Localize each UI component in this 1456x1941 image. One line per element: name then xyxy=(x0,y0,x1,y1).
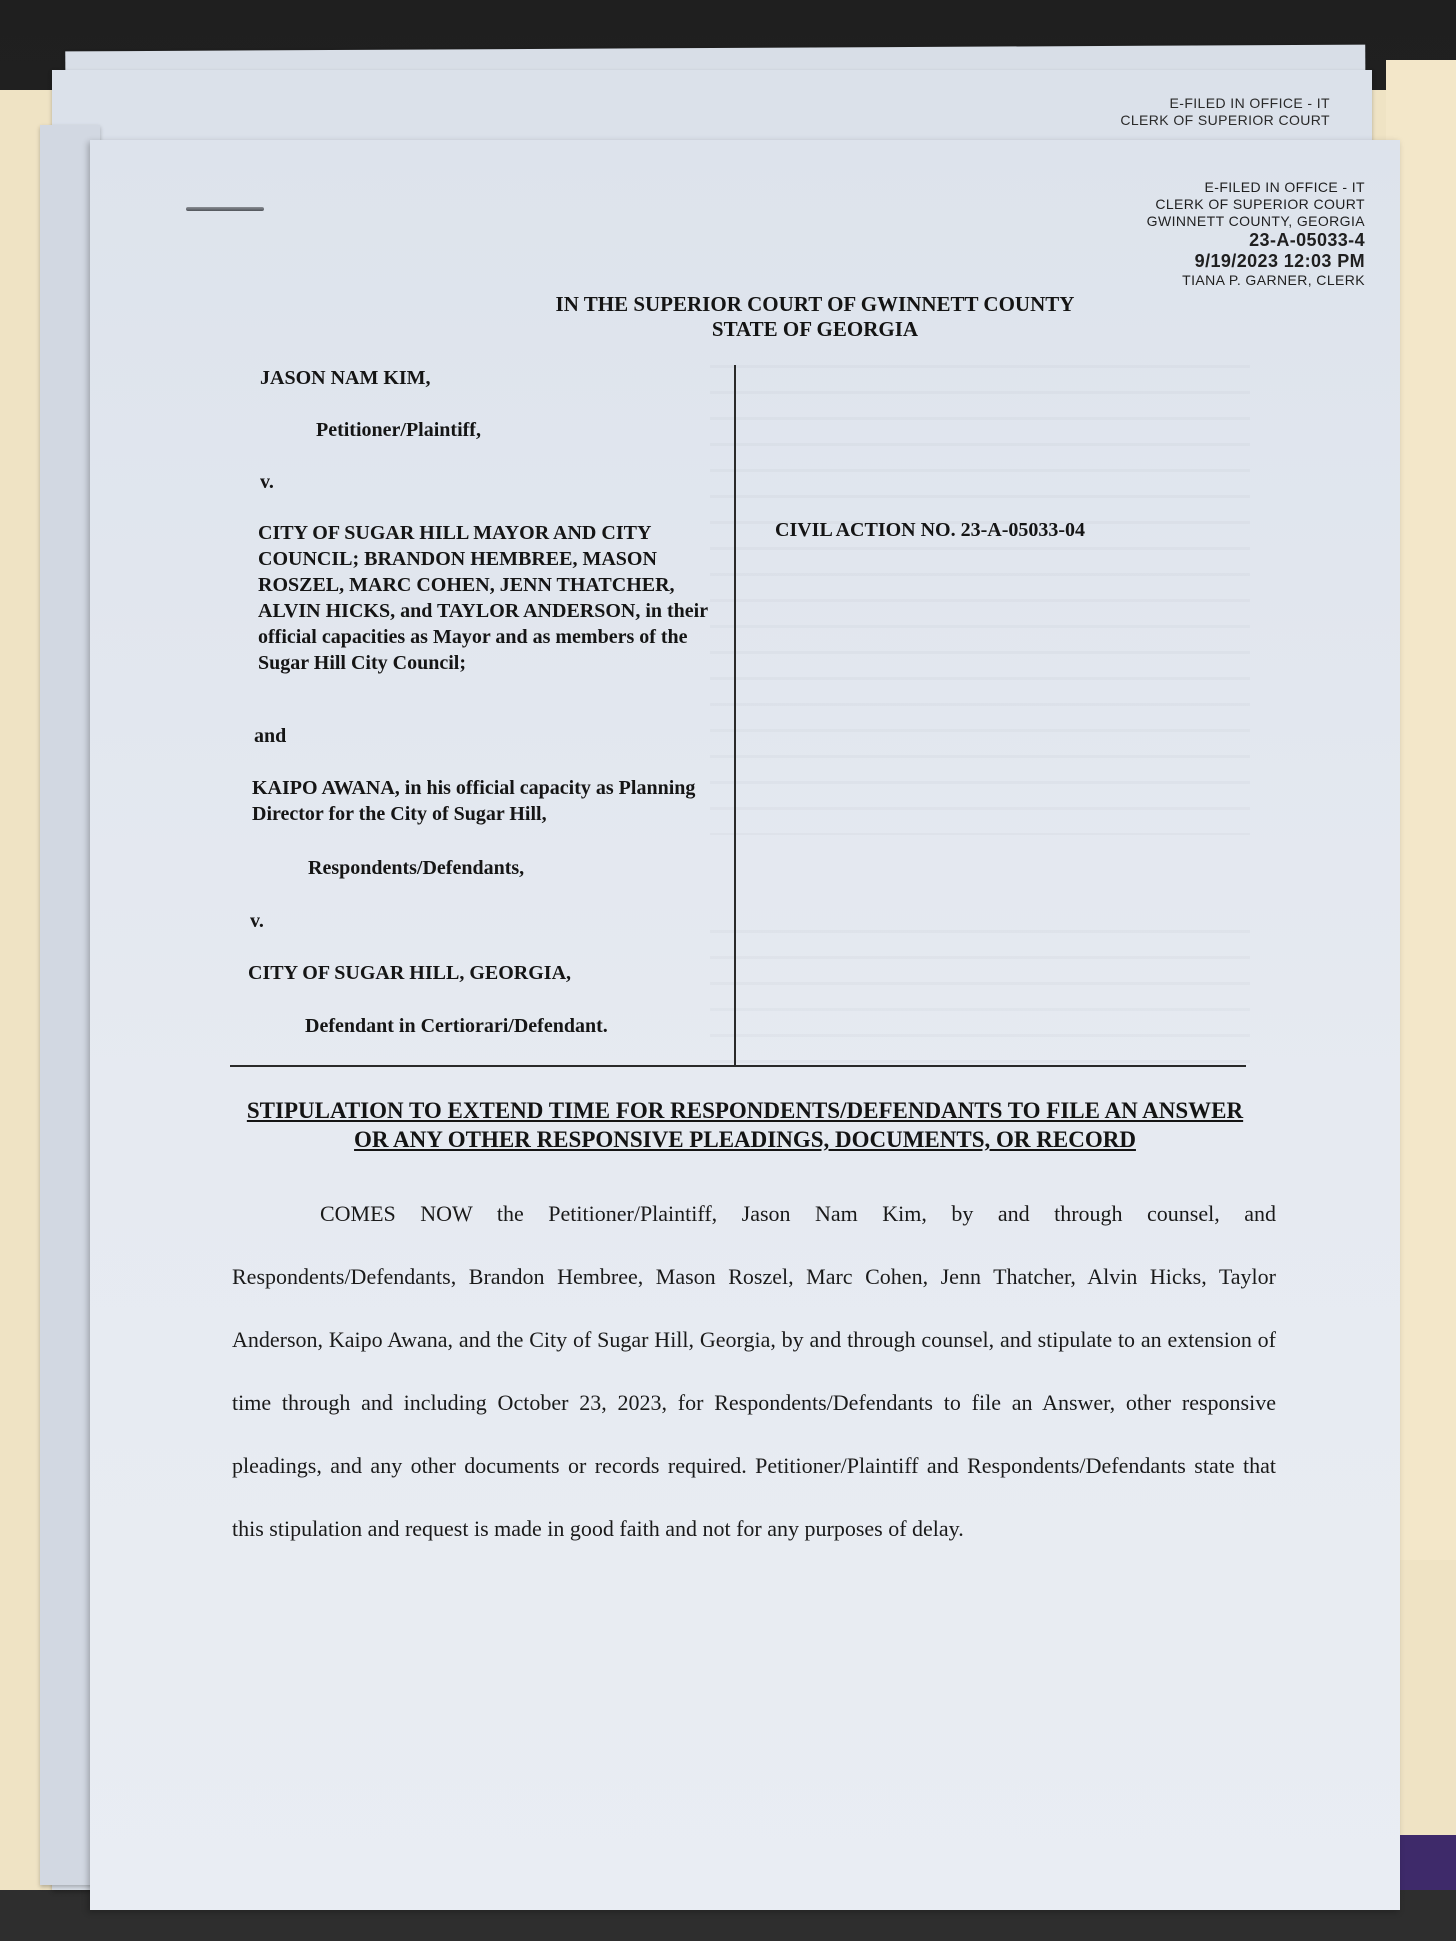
bleed-through-text xyxy=(710,365,1250,835)
filing-stamp xyxy=(1040,179,1365,289)
court-state: STATE OF GEORGIA xyxy=(711,317,919,341)
caption-underline xyxy=(230,1065,1246,1067)
stamp-clerk: TIANA P. GARNER, CLERK xyxy=(1182,272,1365,288)
plaintiff-role: Petitioner/Plaintiff, xyxy=(316,419,481,441)
defendant-role: Defendant in Certiorari/Defendant. xyxy=(305,1015,608,1037)
versus-label: v. xyxy=(250,910,264,932)
stamp-case-number: 23-A-05033-4 xyxy=(1249,230,1365,250)
respondents-list: CITY OF SUGAR HILL MAYOR AND CITY COUNCIL; BRANDON HEMBREE, MASON ROSZEL, MARC COHEN, JENN THATCHER, ALVIN HICKS, and TAYLOR ANDERSON, in their official capacities as Mayor and as members of the Sugar Hill City Council; xyxy=(258,522,708,674)
caption-divider xyxy=(734,365,736,1065)
document-title: STIPULATION TO EXTEND TIME FOR RESPONDENTS/DEFENDANTS TO FILE AN ANSWER OR ANY OTHER RESPONSIVE PLEADINGS, DOCUMENTS, OR RECORD xyxy=(246,1098,1244,1152)
underlying-stamp-line: CLERK OF SUPERIOR COURT xyxy=(1120,112,1330,128)
court-name: IN THE SUPERIOR COURT OF GWINNETT COUNTY xyxy=(555,292,1075,316)
plaintiff-name: JASON NAM KIM, xyxy=(260,367,431,389)
stamp-line: CLERK OF SUPERIOR COURT xyxy=(1155,196,1365,212)
respondents-role: Respondents/Defendants, xyxy=(308,857,525,879)
defendant-name: CITY OF SUGAR HILL, GEORGIA, xyxy=(248,962,572,984)
and-label: and xyxy=(254,725,287,747)
versus-label: v. xyxy=(260,471,274,493)
stamp-line: E-FILED IN OFFICE - IT xyxy=(1204,179,1365,195)
body-paragraph: COMES NOW the Petitioner/Plaintiff, Jason Nam Kim, by and through counsel, and Respondents/Defendants, Brandon Hembree, Mason Roszel, Marc Cohen, Jenn Thatcher, Alvin Hicks, Taylor Anderson, Kaipo Awana, and the City of Sugar Hill, Georgia, by and through counsel, and stipulate to an extension of time through and including October 23, 2023, for Respondents/Defendants to file an Answer, other responsive pleadings, and any other documents or records required. Petitioner/Plaintiff and Respondents/Defendants state that this stipulation and request is made in good faith and not for any purposes of delay. xyxy=(232,1201,1276,1541)
underlying-filing-stamp xyxy=(1060,95,1330,129)
civil-action-number: CIVIL ACTION NO. 23-A-05033-04 xyxy=(775,519,1086,541)
court-heading xyxy=(460,292,1170,342)
planning-director: KAIPO AWANA, in his official capacity as Planning Director for the City of Sugar Hill, xyxy=(252,777,696,825)
staple-icon xyxy=(186,207,264,211)
bleed-through-text xyxy=(710,930,1250,1070)
stamp-datetime: 9/19/2023 12:03 PM xyxy=(1194,251,1365,271)
stamp-line: GWINNETT COUNTY, GEORGIA xyxy=(1146,213,1365,229)
underlying-stamp-line: E-FILED IN OFFICE - IT xyxy=(1169,95,1330,111)
